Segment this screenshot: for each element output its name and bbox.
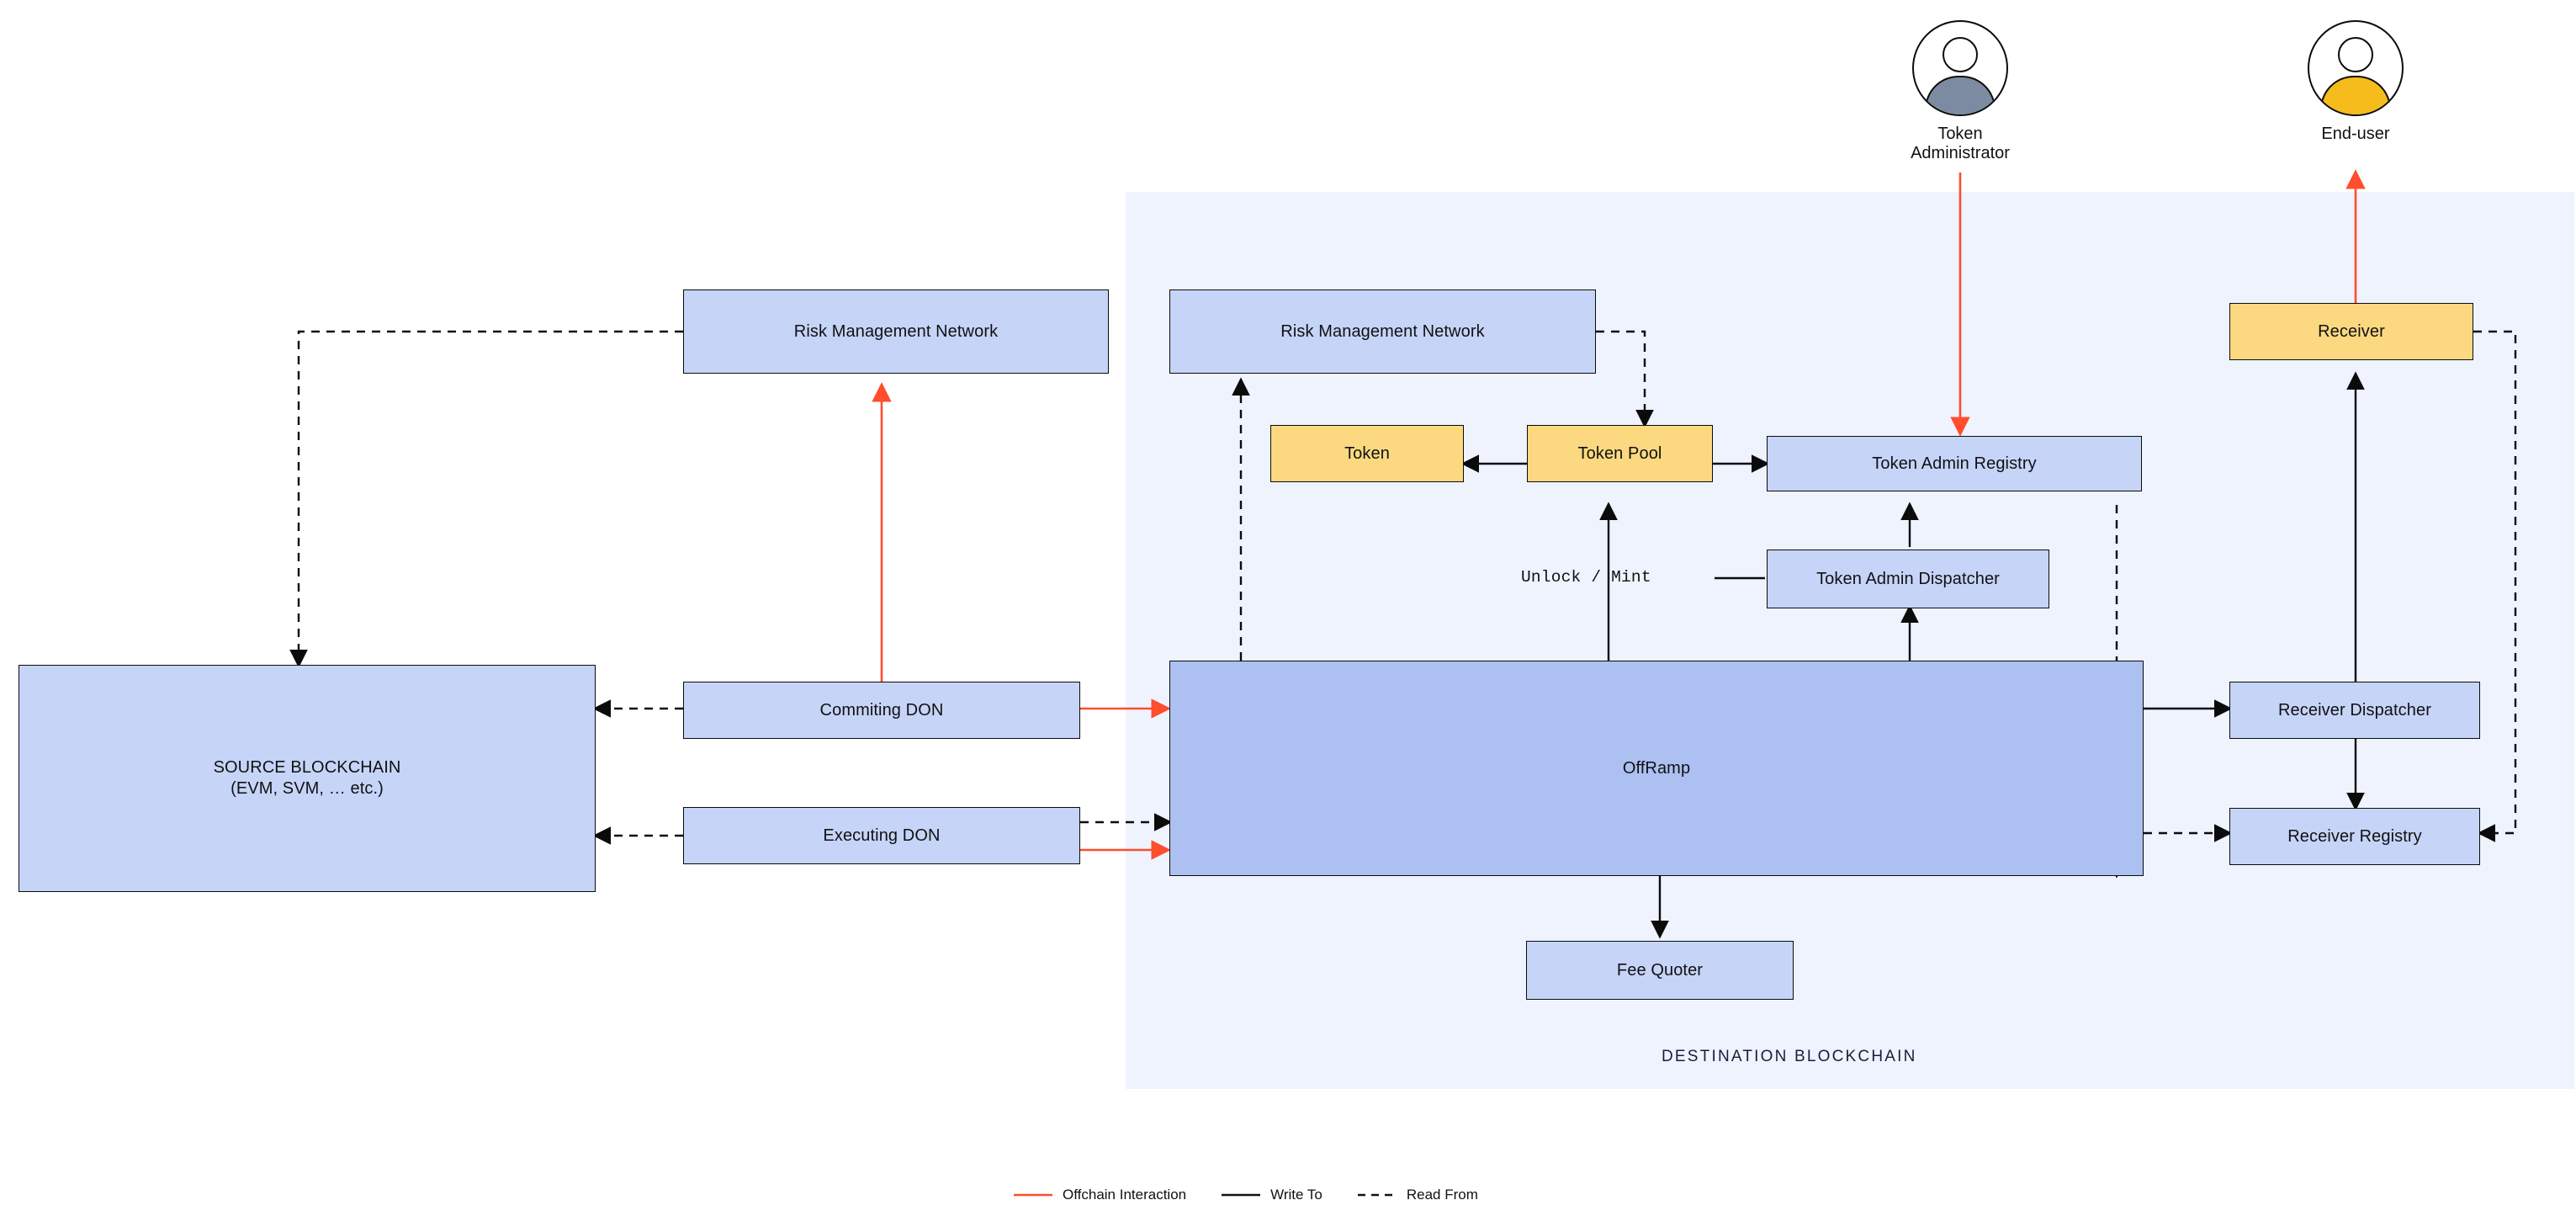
node-executing-don[interactable]	[683, 807, 1080, 864]
node-label: Risk Management Network	[793, 321, 999, 341]
node-label-line2: (EVM, SVM, … etc.)	[231, 779, 384, 798]
actor-label: Token Administrator	[1911, 125, 2010, 162]
node-label: Commiting DON	[819, 700, 944, 720]
legend-item-offchain-interaction	[1014, 1187, 1186, 1203]
node-label: Receiver Dispatcher	[2278, 700, 2431, 720]
node-label: Fee Quoter	[1616, 960, 1704, 980]
legend-line-solid-black	[1222, 1188, 1260, 1202]
node-token-admin-registry[interactable]	[1767, 436, 2142, 491]
legend	[1014, 1187, 1478, 1203]
user-icon	[1912, 20, 2008, 116]
legend-label: Read From	[1406, 1187, 1478, 1203]
node-risk-management-network-destination[interactable]	[1169, 289, 1596, 374]
node-receiver[interactable]	[2229, 303, 2473, 360]
node-label: Token Pool	[1577, 443, 1662, 463]
legend-label: Offchain Interaction	[1063, 1187, 1187, 1203]
actor-end-user	[2292, 20, 2419, 144]
node-token[interactable]	[1270, 425, 1464, 482]
node-label: OffRamp	[1622, 758, 1691, 778]
node-committing-don[interactable]	[683, 682, 1080, 739]
node-risk-management-network-source[interactable]	[683, 289, 1109, 374]
node-token-admin-dispatcher[interactable]	[1767, 550, 2049, 608]
node-label: Receiver Registry	[2287, 826, 2422, 846]
legend-item-read-from	[1358, 1187, 1478, 1203]
destination-blockchain-title: DESTINATION BLOCKCHAIN	[1662, 1048, 1917, 1065]
legend-line-solid-red	[1014, 1188, 1052, 1202]
node-receiver-registry[interactable]	[2229, 808, 2480, 865]
node-receiver-dispatcher[interactable]	[2229, 682, 2480, 739]
legend-label: Write To	[1270, 1187, 1322, 1203]
node-label: Token	[1344, 443, 1390, 463]
node-fee-quoter[interactable]	[1526, 941, 1794, 1000]
actor-token-administrator	[1897, 20, 2023, 163]
legend-item-write-to	[1222, 1187, 1322, 1203]
node-token-pool[interactable]	[1527, 425, 1713, 482]
node-label: Token Admin Dispatcher	[1816, 569, 2000, 588]
legend-line-dashed-black	[1358, 1188, 1397, 1202]
node-label: Token Admin Registry	[1872, 454, 2037, 473]
node-label: Receiver	[2318, 321, 2385, 341]
edge-label-unlock-mint: Unlock / Mint	[1521, 568, 1651, 587]
user-icon	[2308, 20, 2404, 116]
node-label-line1: SOURCE BLOCKCHAIN	[213, 758, 401, 777]
node-source-blockchain[interactable]	[19, 665, 596, 892]
node-offramp[interactable]	[1169, 661, 2144, 876]
node-label: Risk Management Network	[1280, 321, 1485, 341]
actor-label: End-user	[2321, 125, 2390, 143]
node-label: Executing DON	[823, 826, 941, 845]
